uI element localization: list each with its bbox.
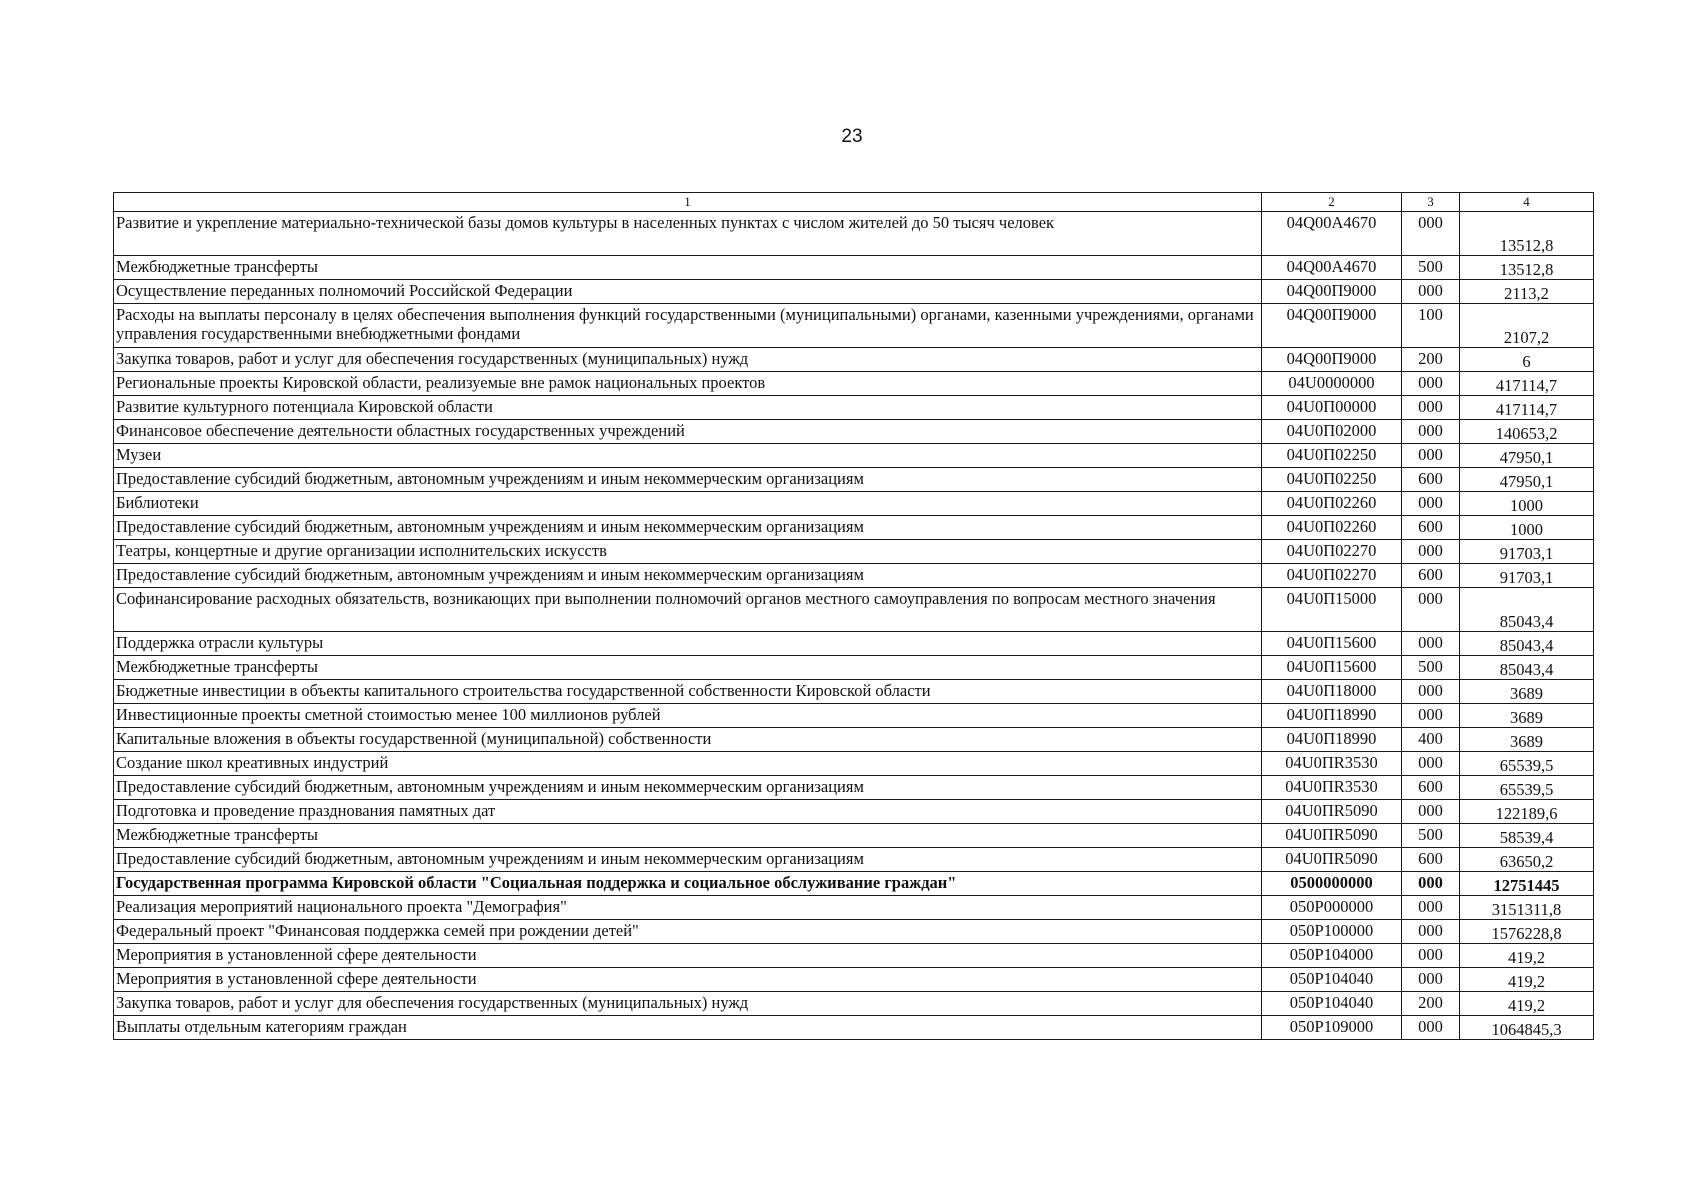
row-amount-cell: 417114,7: [1460, 396, 1594, 420]
row-name-cell: Реализация мероприятий национального проекта "Демография": [114, 896, 1262, 920]
row-code-cell: 04U0П02270: [1262, 540, 1402, 564]
row-code-cell: 0500000000: [1262, 872, 1402, 896]
table-row: [114, 564, 1594, 588]
row-amount-cell: 63650,2: [1460, 848, 1594, 872]
table-row: [114, 348, 1594, 372]
row-amount-cell: 85043,4: [1460, 632, 1594, 656]
header-col-4: 4: [1460, 193, 1594, 212]
row-amount-cell: 1000: [1460, 492, 1594, 516]
row-type-cell: 000: [1402, 944, 1460, 968]
row-type-cell: 000: [1402, 540, 1460, 564]
row-name-cell: Развитие и укрепление материально-технической базы домов культуры в населенных пунктах с числом жителей до 50 тысяч человек: [114, 212, 1262, 256]
row-code-cell: 04U0П02260: [1262, 516, 1402, 540]
table-row: [114, 800, 1594, 824]
row-code-cell: 04U0П18000: [1262, 680, 1402, 704]
row-name-cell: Бюджетные инвестиции в объекты капитального строительства государственной собственности Кировской области: [114, 680, 1262, 704]
row-name-cell: Федеральный проект "Финансовая поддержка семей при рождении детей": [114, 920, 1262, 944]
row-type-cell: 600: [1402, 848, 1460, 872]
row-code-cell: 04U0П18990: [1262, 704, 1402, 728]
table-header-row: [114, 193, 1594, 212]
row-code-cell: 050P104040: [1262, 992, 1402, 1016]
row-amount-cell: 47950,1: [1460, 444, 1594, 468]
row-code-cell: 04Q00A4670: [1262, 212, 1402, 256]
row-type-cell: 000: [1402, 420, 1460, 444]
row-amount-cell: 3689: [1460, 680, 1594, 704]
row-type-cell: 200: [1402, 992, 1460, 1016]
table-row: [114, 680, 1594, 704]
row-amount-cell: 65539,5: [1460, 776, 1594, 800]
row-code-cell: 04Q00П9000: [1262, 348, 1402, 372]
row-type-cell: 000: [1402, 680, 1460, 704]
row-amount-cell: 140653,2: [1460, 420, 1594, 444]
table-row: [114, 704, 1594, 728]
row-type-cell: 000: [1402, 396, 1460, 420]
table-row: [114, 848, 1594, 872]
budget-table-container: [113, 192, 1593, 1040]
row-name-cell: Закупка товаров, работ и услуг для обеспечения государственных (муниципальных) нужд: [114, 992, 1262, 1016]
row-name-cell: Государственная программа Кировской области "Социальная поддержка и социальное обслуживание граждан": [114, 872, 1262, 896]
row-amount-cell: 122189,6: [1460, 800, 1594, 824]
row-code-cell: 04U0П15600: [1262, 632, 1402, 656]
row-code-cell: 050P104000: [1262, 944, 1402, 968]
row-name-cell: Предоставление субсидий бюджетным, автономным учреждениям и иным некоммерческим организациям: [114, 848, 1262, 872]
row-type-cell: 600: [1402, 776, 1460, 800]
budget-table: [113, 192, 1594, 1040]
row-name-cell: Мероприятия в установленной сфере деятельности: [114, 968, 1262, 992]
row-amount-cell: 1576228,8: [1460, 920, 1594, 944]
table-row: [114, 776, 1594, 800]
row-type-cell: 000: [1402, 280, 1460, 304]
table-row: [114, 824, 1594, 848]
row-type-cell: 000: [1402, 588, 1460, 632]
row-amount-cell: 6: [1460, 348, 1594, 372]
table-row: [114, 516, 1594, 540]
table-row: [114, 212, 1594, 256]
table-row: [114, 420, 1594, 444]
header-col-2: 2: [1262, 193, 1402, 212]
row-amount-cell: 1000: [1460, 516, 1594, 540]
row-name-cell: Музеи: [114, 444, 1262, 468]
row-type-cell: 000: [1402, 632, 1460, 656]
row-amount-cell: 91703,1: [1460, 564, 1594, 588]
row-type-cell: 000: [1402, 212, 1460, 256]
row-name-cell: Предоставление субсидий бюджетным, автономным учреждениям и иным некоммерческим организациям: [114, 468, 1262, 492]
row-name-cell: Театры, концертные и другие организации исполнительских искусств: [114, 540, 1262, 564]
row-name-cell: Подготовка и проведение празднования памятных дат: [114, 800, 1262, 824]
row-code-cell: 04U0П02250: [1262, 468, 1402, 492]
row-amount-cell: 1064845,3: [1460, 1016, 1594, 1040]
row-code-cell: 04U0П02260: [1262, 492, 1402, 516]
row-type-cell: 000: [1402, 1016, 1460, 1040]
table-row: [114, 752, 1594, 776]
row-code-cell: 04U0000000: [1262, 372, 1402, 396]
row-type-cell: 000: [1402, 752, 1460, 776]
row-code-cell: 04U0ПR5090: [1262, 824, 1402, 848]
row-type-cell: 200: [1402, 348, 1460, 372]
row-code-cell: 04U0П02250: [1262, 444, 1402, 468]
row-name-cell: Поддержка отрасли культуры: [114, 632, 1262, 656]
row-code-cell: 050P104040: [1262, 968, 1402, 992]
row-name-cell: Инвестиционные проекты сметной стоимостью менее 100 миллионов рублей: [114, 704, 1262, 728]
row-code-cell: 04Q00A4670: [1262, 256, 1402, 280]
row-amount-cell: 58539,4: [1460, 824, 1594, 848]
table-row: [114, 632, 1594, 656]
row-type-cell: 000: [1402, 872, 1460, 896]
table-row: [114, 588, 1594, 632]
row-code-cell: 04U0ПR3530: [1262, 776, 1402, 800]
row-type-cell: 400: [1402, 728, 1460, 752]
row-name-cell: Осуществление переданных полномочий Российской Федерации: [114, 280, 1262, 304]
row-code-cell: 04U0П02270: [1262, 564, 1402, 588]
table-row: [114, 968, 1594, 992]
row-type-cell: 000: [1402, 896, 1460, 920]
table-row: [114, 728, 1594, 752]
row-code-cell: 04U0П00000: [1262, 396, 1402, 420]
row-type-cell: 600: [1402, 468, 1460, 492]
row-type-cell: 000: [1402, 444, 1460, 468]
table-row: [114, 444, 1594, 468]
row-type-cell: 600: [1402, 516, 1460, 540]
table-row: [114, 992, 1594, 1016]
row-name-cell: Выплаты отдельным категориям граждан: [114, 1016, 1262, 1040]
row-name-cell: Капитальные вложения в объекты государственной (муниципальной) собственности: [114, 728, 1262, 752]
row-amount-cell: 3689: [1460, 728, 1594, 752]
table-row: [114, 920, 1594, 944]
row-name-cell: Библиотеки: [114, 492, 1262, 516]
row-amount-cell: 3689: [1460, 704, 1594, 728]
row-code-cell: 04U0П02000: [1262, 420, 1402, 444]
row-code-cell: 04U0П15600: [1262, 656, 1402, 680]
row-type-cell: 500: [1402, 824, 1460, 848]
row-name-cell: Предоставление субсидий бюджетным, автономным учреждениям и иным некоммерческим организациям: [114, 564, 1262, 588]
row-amount-cell: 419,2: [1460, 968, 1594, 992]
row-name-cell: Создание школ креативных индустрий: [114, 752, 1262, 776]
table-row: [114, 468, 1594, 492]
row-amount-cell: 12751445: [1460, 872, 1594, 896]
row-code-cell: 050P100000: [1262, 920, 1402, 944]
row-type-cell: 000: [1402, 800, 1460, 824]
row-type-cell: 100: [1402, 304, 1460, 348]
row-name-cell: Межбюджетные трансферты: [114, 256, 1262, 280]
table-body: [114, 212, 1594, 1040]
table-row: [114, 1016, 1594, 1040]
page-number: 23: [841, 126, 863, 147]
row-code-cell: 04Q00П9000: [1262, 304, 1402, 348]
row-code-cell: 050P109000: [1262, 1016, 1402, 1040]
row-amount-cell: 419,2: [1460, 944, 1594, 968]
row-name-cell: Межбюджетные трансферты: [114, 824, 1262, 848]
row-name-cell: Предоставление субсидий бюджетным, автономным учреждениям и иным некоммерческим организациям: [114, 516, 1262, 540]
row-type-cell: 000: [1402, 492, 1460, 516]
row-amount-cell: 85043,4: [1460, 588, 1594, 632]
table-row: [114, 396, 1594, 420]
table-row: [114, 540, 1594, 564]
row-amount-cell: 47950,1: [1460, 468, 1594, 492]
row-amount-cell: 2113,2: [1460, 280, 1594, 304]
row-type-cell: 600: [1402, 564, 1460, 588]
table-row: [114, 872, 1594, 896]
row-name-cell: Развитие культурного потенциала Кировской области: [114, 396, 1262, 420]
row-code-cell: 050P000000: [1262, 896, 1402, 920]
header-col-1: 1: [114, 193, 1262, 212]
row-name-cell: Закупка товаров, работ и услуг для обеспечения государственных (муниципальных) нужд: [114, 348, 1262, 372]
row-code-cell: 04Q00П9000: [1262, 280, 1402, 304]
table-row: [114, 280, 1594, 304]
row-name-cell: Расходы на выплаты персоналу в целях обеспечения выполнения функций государственными (муниципальными) органами, казенными учреждениями, органами управления государственными внебюджетными фондами: [114, 304, 1262, 348]
table-row: [114, 492, 1594, 516]
table-row: [114, 944, 1594, 968]
row-name-cell: Региональные проекты Кировской области, реализуемые вне рамок национальных проектов: [114, 372, 1262, 396]
row-code-cell: 04U0П18990: [1262, 728, 1402, 752]
row-code-cell: 04U0П15000: [1262, 588, 1402, 632]
row-name-cell: Финансовое обеспечение деятельности областных государственных учреждений: [114, 420, 1262, 444]
row-name-cell: Межбюджетные трансферты: [114, 656, 1262, 680]
table-row: [114, 304, 1594, 348]
row-type-cell: 000: [1402, 968, 1460, 992]
row-code-cell: 04U0ПR5090: [1262, 800, 1402, 824]
table-row: [114, 256, 1594, 280]
table-row: [114, 896, 1594, 920]
row-code-cell: 04U0ПR5090: [1262, 848, 1402, 872]
row-amount-cell: 65539,5: [1460, 752, 1594, 776]
header-col-3: 3: [1402, 193, 1460, 212]
row-type-cell: 000: [1402, 372, 1460, 396]
row-amount-cell: 419,2: [1460, 992, 1594, 1016]
row-amount-cell: 91703,1: [1460, 540, 1594, 564]
row-amount-cell: 13512,8: [1460, 212, 1594, 256]
row-amount-cell: 2107,2: [1460, 304, 1594, 348]
row-type-cell: 000: [1402, 704, 1460, 728]
row-type-cell: 500: [1402, 656, 1460, 680]
row-type-cell: 500: [1402, 256, 1460, 280]
row-amount-cell: 13512,8: [1460, 256, 1594, 280]
table-row: [114, 656, 1594, 680]
row-amount-cell: 417114,7: [1460, 372, 1594, 396]
row-name-cell: Мероприятия в установленной сфере деятельности: [114, 944, 1262, 968]
row-code-cell: 04U0ПR3530: [1262, 752, 1402, 776]
row-name-cell: Софинансирование расходных обязательств, возникающих при выполнении полномочий органов местного самоуправления по вопросам местного значения: [114, 588, 1262, 632]
row-amount-cell: 3151311,8: [1460, 896, 1594, 920]
table-row: [114, 372, 1594, 396]
row-amount-cell: 85043,4: [1460, 656, 1594, 680]
row-type-cell: 000: [1402, 920, 1460, 944]
row-name-cell: Предоставление субсидий бюджетным, автономным учреждениям и иным некоммерческим организациям: [114, 776, 1262, 800]
